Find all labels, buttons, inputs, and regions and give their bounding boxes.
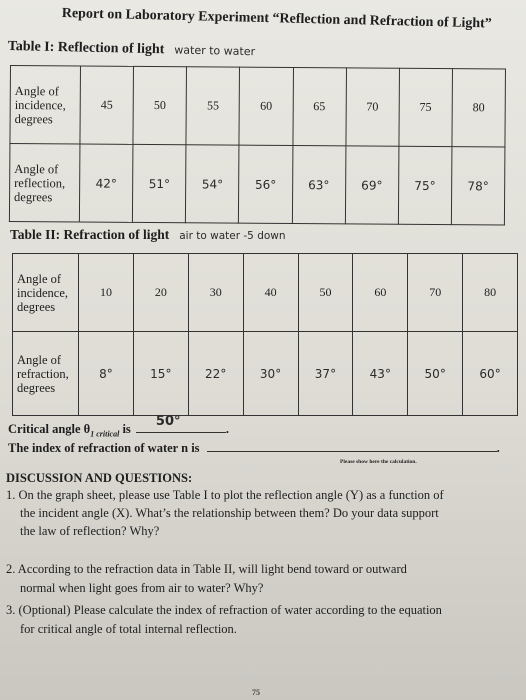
label-line: Angle of: [17, 271, 62, 286]
report-title: Report on Laboratory Experiment “Reflection and Refraction of Light”: [61, 6, 492, 32]
question-line: 1. On the graph sheet, please use Table I to plot the reflection angle (Y) as a function of: [6, 488, 444, 502]
label-line: degrees: [17, 380, 56, 395]
table-cell: 45: [80, 66, 134, 144]
incidence-row: [13, 254, 518, 332]
critical-angle-value: 50°: [155, 414, 181, 429]
table1-heading: [8, 37, 256, 60]
reflection-table: [9, 65, 506, 225]
table-cell: 80: [452, 69, 506, 147]
question-line: for critical angle of total internal reflection.: [20, 622, 237, 636]
label-line: Angle of: [14, 83, 59, 98]
handwritten-cell: 8°: [79, 332, 134, 416]
calculation-note: Please show here the calculation.: [340, 459, 417, 465]
incidence-row: [10, 66, 506, 147]
question-line: 3. (Optional) Please calculate the index of refraction of water according to the equation: [6, 603, 442, 617]
handwritten-cell: 22°: [188, 332, 243, 416]
handwritten-cell: 43°: [353, 332, 408, 416]
table-cell: 50: [133, 66, 187, 144]
table-cell: 40: [243, 254, 298, 332]
label-line: Angle of: [17, 352, 62, 367]
question-line: normal when light goes from air to water? Why?: [20, 581, 264, 595]
table-cell: 60: [239, 67, 293, 145]
label-line: degrees: [17, 299, 56, 314]
index-blank: [207, 437, 497, 452]
table-cell: 65: [292, 67, 346, 145]
table-cell: 80: [463, 254, 518, 332]
question-1: [6, 486, 444, 540]
handwritten-cell: 60°: [463, 332, 518, 416]
question-3: [6, 601, 442, 639]
incidence-label: [10, 66, 81, 144]
critical-angle-label: Critical angle θ: [8, 422, 91, 436]
table1-note: water to water: [174, 43, 256, 59]
handwritten-cell: 51°: [133, 144, 187, 222]
handwritten-cell: 54°: [186, 145, 240, 223]
refraction-label: [13, 332, 79, 416]
table-cell: 30: [188, 254, 243, 332]
handwritten-cell: 63°: [292, 145, 346, 223]
refraction-table: [12, 253, 518, 416]
reflection-label: [9, 144, 80, 222]
table2-note: air to water -5 down: [179, 230, 286, 242]
critical-angle-blank: [136, 414, 226, 433]
table-cell: 60: [353, 254, 408, 332]
refraction-row: [13, 332, 518, 416]
handwritten-cell: 30°: [243, 332, 298, 416]
handwritten-cell: 15°: [133, 332, 188, 416]
reflection-row: [9, 144, 505, 225]
label-line: refraction,: [17, 366, 69, 381]
question-line: the incident angle (X). What’s the relationship between them? Do your data support: [20, 506, 439, 520]
label-line: reflection,: [14, 175, 66, 190]
table2-title: Table II: Refraction of light: [10, 227, 170, 242]
handwritten-cell: 42°: [79, 144, 133, 222]
critical-subscript: 1 critical: [90, 429, 120, 439]
page-number: 75: [252, 688, 260, 697]
critical-angle-line: Critical angle $\theta_{1 critical}$ is 50° .: [8, 414, 230, 439]
label-line: incidence,: [17, 285, 69, 300]
table-cell: 50: [298, 254, 353, 332]
handwritten-cell: 75°: [398, 146, 452, 224]
question-line: 2. According to the refraction data in Table II, will light bend toward or outward: [6, 562, 407, 576]
label-line: incidence,: [14, 97, 66, 112]
critical-angle-is: is: [119, 422, 131, 436]
table-cell: 75: [399, 68, 453, 146]
handwritten-cell: 56°: [239, 145, 293, 223]
discussion-heading: DISCUSSION AND QUESTIONS:: [6, 471, 193, 485]
table-cell: 70: [346, 68, 400, 146]
question-2: [6, 560, 407, 598]
table1-title: Table I: Reflection of light: [7, 38, 165, 58]
label-line: degrees: [14, 111, 53, 126]
label-line: Angle of: [14, 161, 59, 176]
index-label: The index of refraction of water n is: [8, 441, 200, 455]
table2-heading: [10, 226, 286, 244]
handwritten-cell: 37°: [298, 332, 353, 416]
label-line: degrees: [14, 189, 53, 204]
table-cell: 20: [133, 254, 188, 332]
incidence-label: [13, 254, 79, 332]
table-cell: 55: [186, 67, 240, 145]
handwritten-cell: 69°: [345, 146, 399, 224]
handwritten-cell: 78°: [451, 147, 505, 225]
question-line: the law of reflection? Why?: [20, 524, 160, 538]
index-line: The index of refraction of water n is .: [8, 437, 500, 456]
table-cell: 70: [408, 254, 463, 332]
handwritten-cell: 50°: [408, 332, 463, 416]
table-cell: 10: [79, 254, 134, 332]
